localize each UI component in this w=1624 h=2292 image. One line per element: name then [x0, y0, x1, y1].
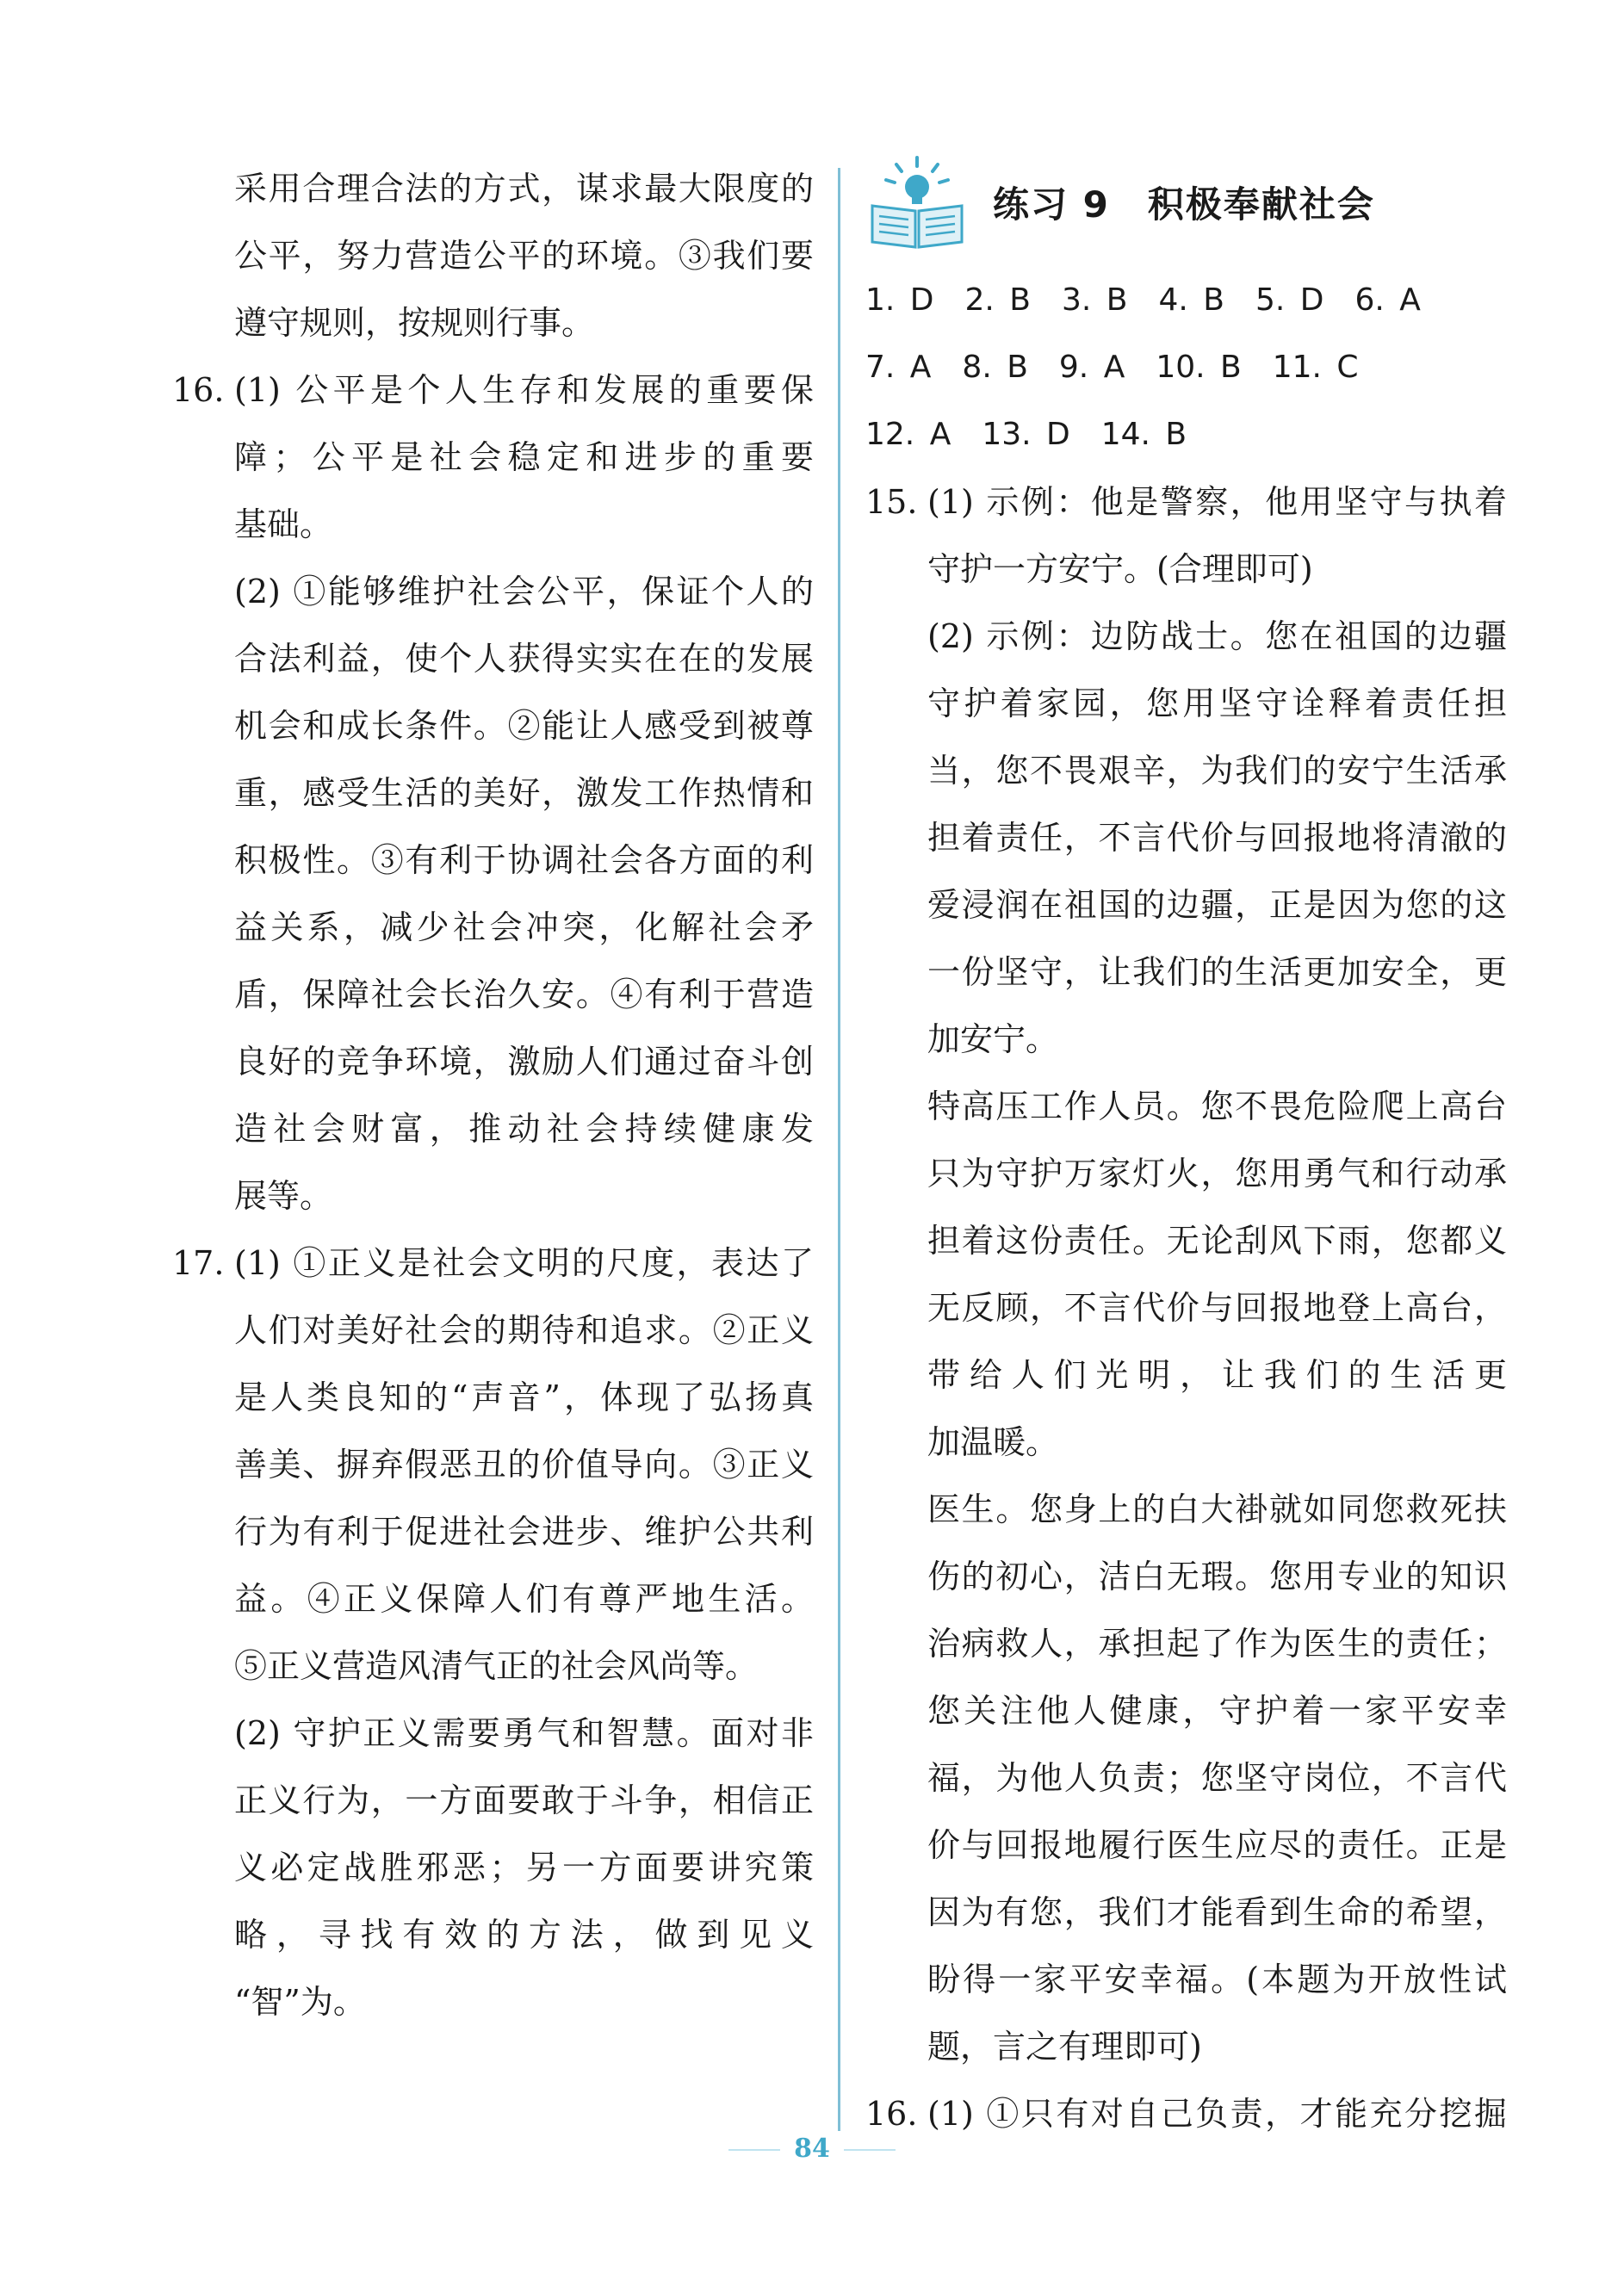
answer-line: 1. D 2. B 3. B 4. B 5. D 6. A: [865, 282, 1421, 318]
text-line: (2) 示例：边防战士。您在祖国的边疆: [927, 617, 1507, 655]
right-column: [865, 155, 1507, 2147]
question-17: [172, 1230, 814, 2035]
text-line: 善美、摒弃假恶丑的价值导向。③正义: [234, 1446, 814, 1484]
text-line: 价与回报地履行医生应尽的责任。正是: [927, 1826, 1507, 1864]
text-line: 机会和成长条件。②能让人感受到被尊: [234, 707, 814, 745]
answer-line: 12. A 13. D 14. B: [865, 417, 1187, 452]
text-line: 益关系，减少社会冲突，化解社会矛: [234, 908, 814, 946]
text-line: (1) ①只有对自己负责，才能充分挖掘: [927, 2095, 1507, 2133]
question-number: 17.: [172, 1244, 225, 1282]
text-line: 爱浸润在祖国的边疆，正是因为您的这: [927, 886, 1507, 924]
text-line: (1) 示例：他是警察，他用坚守与执着: [927, 483, 1507, 521]
text-line: 积极性。③有利于协调社会各方面的利: [234, 841, 814, 879]
text-line: 担着这份责任。无论刮风下雨，您都义: [927, 1222, 1507, 1260]
section-header: [865, 146, 1507, 258]
text-line: (1) ①正义是社会文明的尺度，表达了: [234, 1244, 814, 1282]
answer-line: 7. A 8. B 9. A 10. B 11. C: [865, 350, 1359, 385]
text-line: 采用合理合法的方式，谋求最大限度的: [234, 170, 814, 208]
text-line: 治病救人，承担起了作为医生的责任；: [927, 1625, 1507, 1663]
question-number: 15.: [865, 483, 918, 521]
text-line: 守护着家园，您用坚守诠释着责任担: [927, 685, 1507, 722]
multiple-choice-answers: [865, 267, 1507, 468]
text-line: 基础。: [234, 505, 333, 543]
text-line: 义必定战胜邪恶；另一方面要讲究策: [234, 1849, 814, 1886]
text-line: 加安宁。: [927, 1020, 1059, 1058]
text-line: 盼得一家平安幸福。(本题为开放性试: [927, 1961, 1507, 1998]
text-line: (1) 公平是个人生存和发展的重要保: [234, 371, 814, 409]
text-line: 伤的初心，洁白无瑕。您用专业的知识: [927, 1558, 1507, 1595]
text-line: 展等。: [234, 1177, 333, 1215]
text-line: ⑤正义营造风清气正的社会风尚等。: [234, 1647, 759, 1685]
lightbulb-book-icon: [865, 154, 969, 251]
question-number: 16.: [865, 2095, 918, 2133]
question-15: [865, 468, 1507, 2080]
text-line: 医生。您身上的白大褂就如同您救死扶: [927, 1490, 1507, 1528]
text-line: 当，您不畏艰辛，为我们的安宁生活承: [927, 752, 1507, 790]
question-16: [172, 356, 814, 1230]
text-line: 正义行为，一方面要敢于斗争，相信正: [234, 1781, 814, 1819]
text-line: 题，言之有理即可): [927, 2028, 1202, 2066]
text-line: 造社会财富，推动社会持续健康发: [234, 1110, 814, 1148]
text-line: 障；公平是社会稳定和进步的重要: [234, 438, 814, 476]
text-line: 守护一方安宁。(合理即可): [927, 550, 1313, 588]
text-line: 只为守护万家灯火，您用勇气和行动承: [927, 1155, 1507, 1192]
text-line: (2) 守护正义需要勇气和智慧。面对非: [234, 1714, 814, 1752]
text-line: 重，感受生活的美好，激发工作热情和: [234, 774, 814, 812]
question-number: 16.: [172, 371, 225, 409]
text-line: 无反顾，不言代价与回报地登上高台，: [927, 1289, 1507, 1327]
text-line: 是人类良知的“声音”，体现了弘扬真: [234, 1378, 814, 1416]
text-line: 带给人们光明，让我们的生活更: [927, 1356, 1507, 1394]
page-footer: [0, 2134, 1624, 2164]
footer-rule-right: [844, 2149, 896, 2151]
page-number: 84: [794, 2134, 830, 2164]
text-line: 合法利益，使个人获得实实在在的发展: [234, 640, 814, 678]
text-line: 因为有您，我们才能看到生命的希望，: [927, 1893, 1507, 1931]
intro-paragraph: [172, 155, 814, 356]
text-line: 特高压工作人员。您不畏危险爬上高台: [927, 1087, 1507, 1125]
text-line: 担着责任，不言代价与回报地将清澈的: [927, 819, 1507, 857]
text-line: 遵守规则，按规则行事。: [234, 304, 595, 342]
text-line: 略，寻找有效的方法，做到见义: [234, 1916, 814, 1954]
column-divider: [838, 168, 840, 2131]
text-line: 盾，保障社会长治久安。④有利于营造: [234, 976, 814, 1013]
text-line: 良好的竞争环境，激励人们通过奋斗创: [234, 1043, 814, 1081]
text-line: 行为有利于促进社会进步、维护公共利: [234, 1513, 814, 1551]
text-line: 人们对美好社会的期待和追求。②正义: [234, 1311, 814, 1349]
left-column: [172, 155, 814, 2035]
text-line: “智”为。: [234, 1983, 366, 2021]
text-line: 公平，努力营造公平的环境。③我们要: [234, 237, 814, 275]
footer-rule-left: [728, 2149, 780, 2151]
text-line: 加温暖。: [927, 1423, 1059, 1461]
text-line: 您关注他人健康，守护着一家平安幸: [927, 1692, 1507, 1730]
text-line: 一份坚守，让我们的生活更加安全，更: [927, 953, 1507, 991]
text-line: (2) ①能够维护社会公平，保证个人的: [234, 573, 814, 610]
text-line: 益。④正义保障人们有尊严地生活。: [234, 1580, 814, 1618]
section-title: 练习 9 积极奉献社会: [993, 183, 1375, 226]
text-line: 福，为他人负责；您坚守岗位，不言代: [927, 1759, 1507, 1797]
